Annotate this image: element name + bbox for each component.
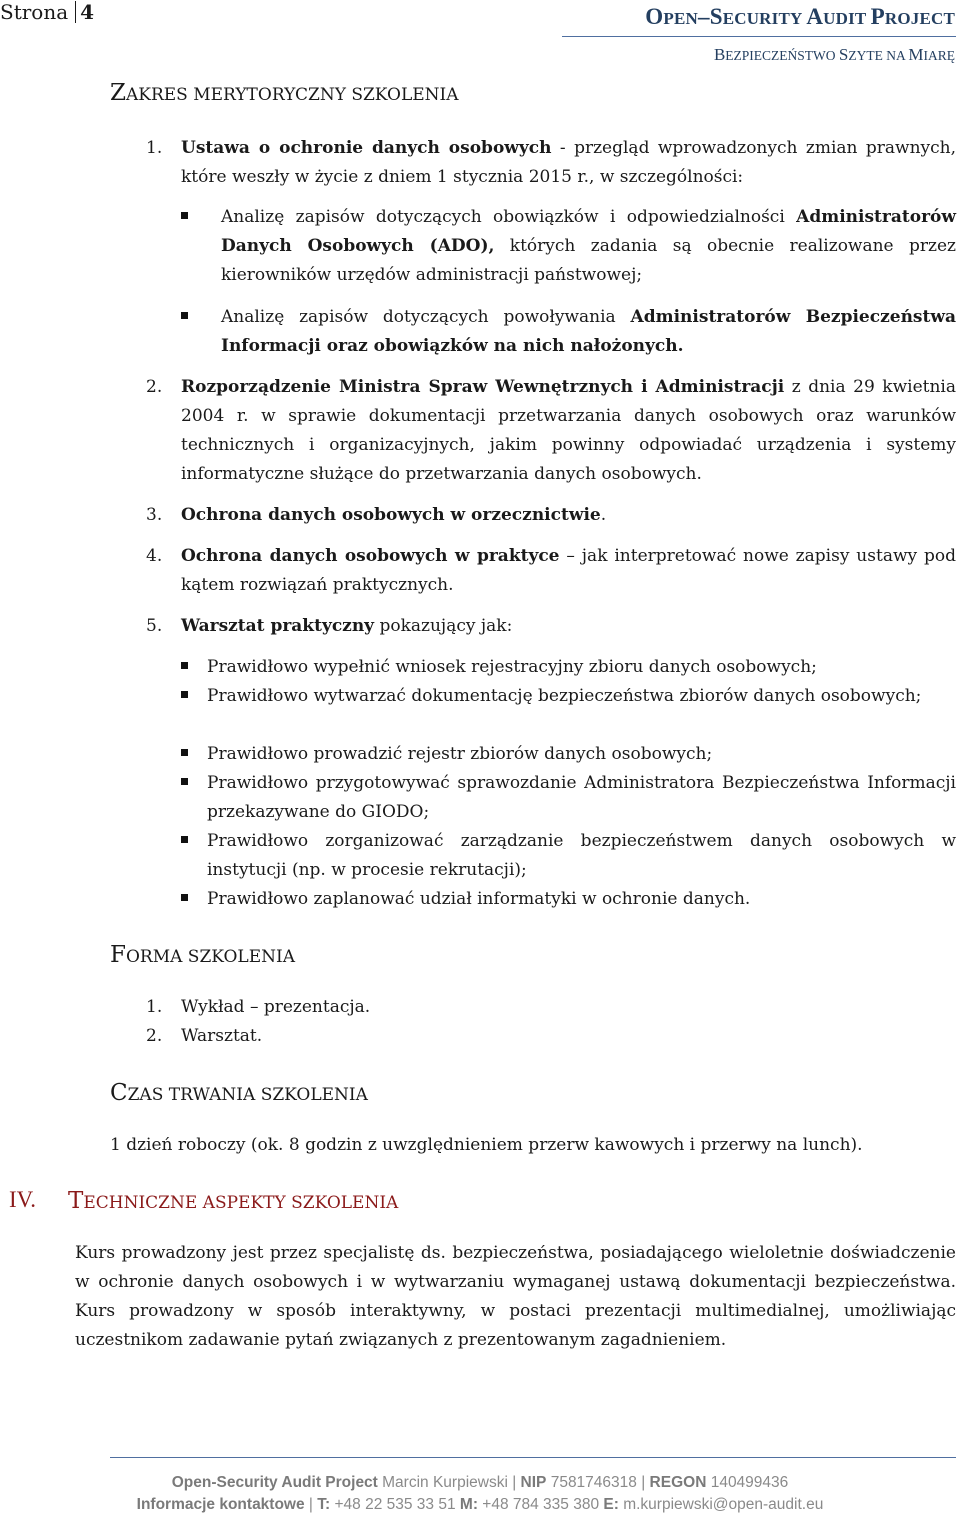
- bullet-icon: [181, 662, 188, 669]
- section-heading-zakres: ZAKRES MERYTORYCZNY SZKOLENIA: [110, 80, 459, 106]
- item-number: 5.: [146, 616, 163, 636]
- list-item-warsztat: Warsztat praktyczny pokazujący jak:: [181, 616, 513, 636]
- warsztat-bullet: Prawidłowo prowadzić rejestr zbiorów danych osobowych;: [207, 744, 713, 764]
- item-number: 4.: [146, 546, 163, 566]
- bullet-icon: [181, 836, 188, 843]
- warsztat-bullet: Prawidłowo zaplanować udział informatyki w ochronie danych.: [207, 889, 751, 909]
- forma-item: Wykład – prezentacja.: [181, 997, 371, 1017]
- header-divider: [562, 36, 956, 37]
- section-heading-forma: FORMA SZKOLENIA: [110, 942, 295, 968]
- item-number: 1.: [146, 997, 163, 1017]
- section-number-iv: IV.: [9, 1187, 37, 1212]
- sub-item-abi: Analizę zapisów dotyczących powoływania Administratorów Bezpieczeństwa Informacji oraz obowiązków na nich nałożonych.: [221, 307, 956, 356]
- page-prefix: Strona: [0, 0, 69, 24]
- list-item-praktyka: Ochrona danych osobowych w praktyce – jak interpretować nowe zapisy ustawy pod kątem rozwiązań praktycznych.: [181, 546, 956, 595]
- bullet-icon: [181, 778, 188, 785]
- techniczne-text: Kurs prowadzony jest przez specjalistę ds. bezpieczeństwa, posiadającego wieloletnie doświadczenie w ochronie danych osobowych i w wytwarzaniu wymaganej ustawą dokumentacji bezpieczeństwa. Kurs prowadzony w sposób interaktywny, w postaci prezentacji multimedialnej, umożliwiając uczestnikom zadawanie pytań związanych z prezentowanym zagadnieniem.: [75, 1243, 956, 1350]
- footer-company-line: Open-Security Audit Project Marcin Kurpiewski | NIP 7581746318 | REGON 140499436: [171, 1474, 789, 1491]
- czas-text: 1 dzień roboczy (ok. 8 godzin z uwzględnieniem przerw kawowych i przerwy na lunch).: [110, 1135, 863, 1155]
- bullet-icon: [181, 312, 188, 319]
- warsztat-bullet: Prawidłowo wypełnić wniosek rejestracyjny zbioru danych osobowych;: [207, 657, 817, 677]
- bullet-icon: [181, 894, 188, 901]
- section-heading-techniczne: TECHNICZNE ASPEKTY SZKOLENIA: [68, 1188, 399, 1214]
- warsztat-bullet: Prawidłowo wytwarzać dokumentację bezpieczeństwa zbiorów danych osobowych;: [207, 686, 922, 706]
- page-divider: [75, 1, 76, 23]
- sub-item-ado: Analizę zapisów dotyczących obowiązków i odpowiedzialności Administratorów Danych Osobowych (ADO), których zadania są obecnie realizowane przez kierowników urzędów administracji państwowej;: [221, 207, 956, 285]
- item-number: 2.: [146, 377, 163, 397]
- bullet-icon: [181, 212, 188, 219]
- section-heading-czas: CZAS TRWANIA SZKOLENIA: [110, 1080, 368, 1106]
- warsztat-bullet: Prawidłowo przygotowywać sprawozdanie Administratora Bezpieczeństwa Informacji przekazywane do GIODO;: [207, 773, 956, 822]
- brand-name: OPEN–SECURITY AUDIT PROJECT: [645, 4, 955, 29]
- bullet-icon: [181, 691, 188, 698]
- list-item-ustawa: Ustawa o ochronie danych osobowych - przegląd wprowadzonych zmian prawnych, które weszły w życie z dniem 1 stycznia 2015 r., w szczególności:: [181, 138, 956, 187]
- brand-tagline: BEZPIECZEŃSTWO SZYTE NA MIARĘ: [713, 45, 955, 64]
- footer-contact-line: Informacje kontaktowe | T: +48 22 535 33 51 M: +48 784 335 380 E: m.kurpiewski@open-audit.eu: [136, 1496, 824, 1513]
- page-number: 4: [80, 0, 95, 24]
- warsztat-bullet: Prawidłowo zorganizować zarządzanie bezpieczeństwem danych osobowych w instytucji (np. w procesie rekrutacji);: [207, 831, 956, 880]
- list-item-rozporzadzenie: Rozporządzenie Ministra Spraw Wewnętrznych i Administracji z dnia 29 kwietnia 2004 r. w sprawie dokumentacji przetwarzania danych osobowych oraz warunków technicznych i organizacyjnych, jakim powinny odpowiadać urządzenia i systemy informatyczne służące do przetwarzania danych osobowych.: [181, 377, 956, 484]
- page-number-label: [0, 0, 94, 24]
- item-number: 2.: [146, 1026, 163, 1046]
- footer-divider: [110, 1457, 956, 1458]
- footer-email-link[interactable]: m.kurpiewski@open-audit.eu: [618, 1496, 824, 1513]
- item-number: 3.: [146, 505, 163, 525]
- forma-item: Warsztat.: [181, 1026, 263, 1046]
- bullet-icon: [181, 749, 188, 756]
- list-item-orzecznictwo: Ochrona danych osobowych w orzecznictwie.: [181, 505, 607, 525]
- item-number: 1.: [146, 138, 163, 158]
